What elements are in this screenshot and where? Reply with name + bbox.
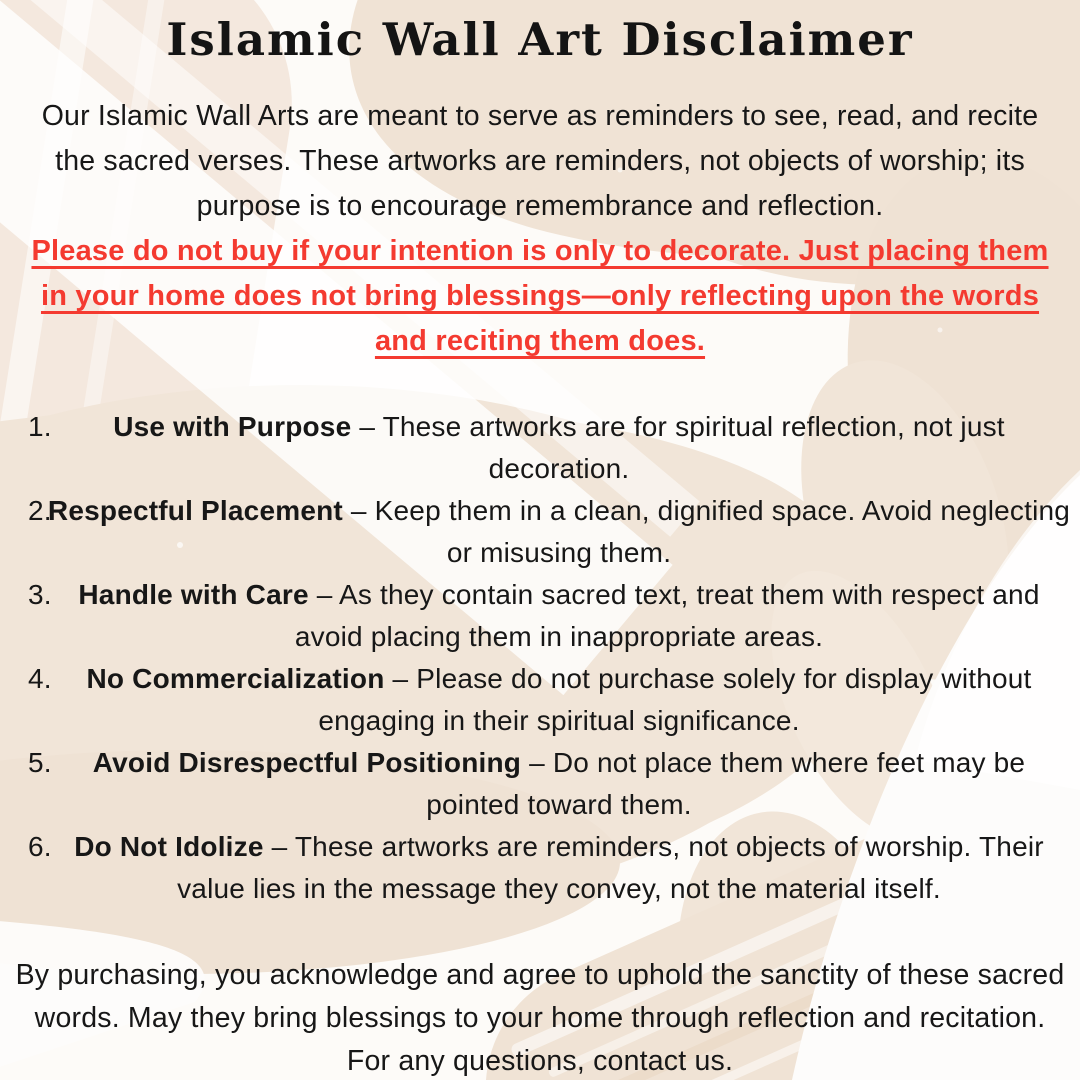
guideline-text: – Please do not purchase solely for display without engaging in their spiritual significance. — [318, 663, 1032, 736]
guideline-text: – These artworks are reminders, not objects of worship. Their value lies in the message they convey, not the material itself. — [177, 831, 1044, 904]
guideline-title: Do Not Idolize — [74, 831, 264, 862]
guideline-item-3 — [28, 574, 1074, 658]
guideline-number: 5. — [28, 747, 52, 778]
guideline-text: – Do not place them where feet may be pointed toward them. — [426, 747, 1026, 820]
contact-line: For any questions, contact us. — [346, 1045, 734, 1077]
intro-paragraph: Our Islamic Wall Arts are meant to serve as reminders to see, read, and recite the sacred verses. These artworks are reminders, not objects of worship; its purpose is to encourage remembrance and reflection. — [41, 100, 1039, 222]
guideline-text: – As they contain sacred text, treat them with respect and avoid placing them in inappropriate areas. — [294, 579, 1040, 652]
guideline-title: Use with Purpose — [113, 411, 352, 442]
guideline-number: 1. — [28, 411, 52, 442]
guidelines-list — [28, 406, 1074, 910]
guideline-text: – Keep them in a clean, dignified space. Avoid neglecting or misusing them. — [350, 495, 1071, 568]
guideline-item-1 — [28, 406, 1074, 490]
guideline-item-5 — [28, 742, 1074, 826]
guideline-number: 3. — [28, 579, 52, 610]
guideline-title: Respectful Placement — [47, 495, 343, 526]
guideline-title: Handle with Care — [78, 579, 309, 610]
guideline-text: – These artworks are for spiritual reflection, not just decoration. — [359, 411, 1005, 484]
page-title: Islamic Wall Art Disclaimer — [166, 13, 914, 66]
guideline-number: 6. — [28, 831, 52, 862]
guideline-number: 4. — [28, 663, 52, 694]
guideline-item-6 — [28, 826, 1074, 910]
closing-paragraph — [5, 954, 1075, 1080]
guideline-title: Avoid Disrespectful Positioning — [92, 747, 522, 778]
guideline-number: 2. — [28, 495, 52, 526]
guideline-item-4 — [28, 658, 1074, 742]
guideline-item-2 — [28, 490, 1074, 574]
guideline-title: No Commercialization — [86, 663, 385, 694]
warning-paragraph: Please do not buy if your intention is only to decorate. Just placing them in your home does not bring blessings—only reflecting upon the words and reciting them does. — [31, 235, 1049, 357]
closing-text: By purchasing, you acknowledge and agree to uphold the sanctity of these sacred words. May they bring blessings to your home through reflection and recitation. — [15, 959, 1065, 1034]
